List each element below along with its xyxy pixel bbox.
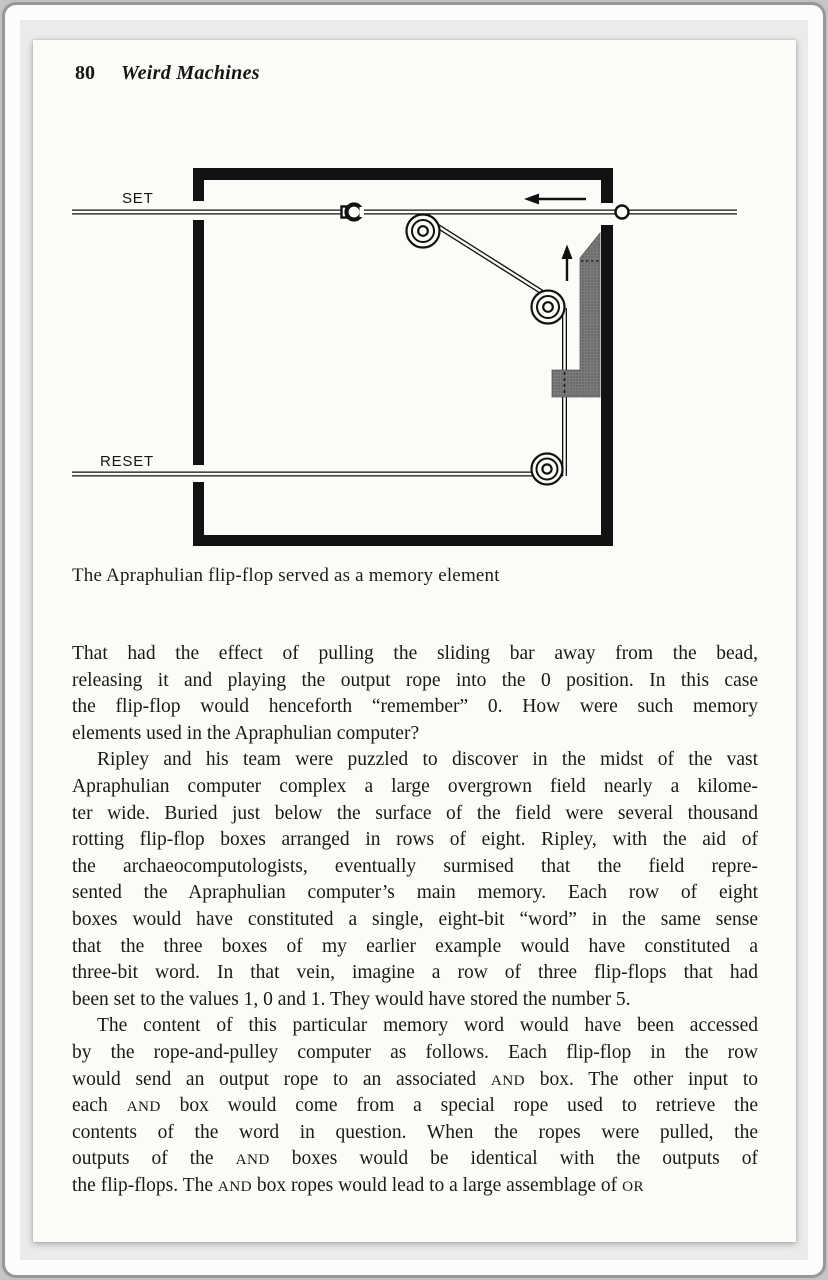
text-line: that the three boxes of my earlier example would have constituted a <box>72 935 758 957</box>
text-line: That had the effect of pulling the sliding bar away from the bead, <box>72 643 758 664</box>
page-number: 80 <box>75 62 95 84</box>
box-left-wall-middle <box>193 220 204 465</box>
text-line: Ripley and his team were puzzled to discover in the midst of the vast <box>97 749 758 771</box>
text-line: The content of this particular memory word would have been accessed <box>97 1015 758 1037</box>
text-line: by the rope-and-pulley computer as follows. Each flip-flop in the row <box>72 1041 758 1063</box>
box-bottom-wall <box>193 535 613 546</box>
text-line: ter wide. Buried just below the surface of the field were several thousand <box>72 802 758 824</box>
bottom-pulley <box>532 454 563 485</box>
flipflop-diagram <box>33 40 796 600</box>
box-right-wall-lower <box>601 225 613 546</box>
middle-pulley <box>532 291 565 324</box>
box-left-wall-upper <box>193 168 204 201</box>
left-arrow-icon <box>524 194 586 205</box>
text-line: each AND box would come from a special rope used to retrieve the <box>72 1095 758 1117</box>
box-left-wall-lower <box>193 482 204 546</box>
text-line: rotting flip-flop boxes arranged in rows of eight. Ripley, with the aid of <box>72 829 758 851</box>
text-line: elements used in the Apraphulian computer? <box>72 722 420 744</box>
text-line: boxes would have constituted a single, eight-bit “word” in the same sense <box>72 908 758 930</box>
text-line: the archaeocomputologists, eventually surmised that the field repre- <box>72 855 758 877</box>
text-line: contents of the word in question. When the ropes were pulled, the <box>72 1121 758 1143</box>
rope-ring-clasp <box>342 205 365 220</box>
text-line: would send an output rope to an associated AND box. The other input to <box>72 1068 758 1090</box>
text-line: the flip-flops. The AND box ropes would lead to a large assemblage of OR <box>72 1174 644 1196</box>
book-title: Weird Machines <box>121 62 260 84</box>
box-right-wall-upper <box>601 168 613 203</box>
text-line: the flip-flop would henceforth “remember” 0. How were such memory <box>72 696 758 718</box>
box-walls <box>193 168 613 546</box>
text-line: been set to the values 1, 0 and 1. They would have stored the number 5. <box>72 988 631 1010</box>
up-arrow-icon <box>562 245 573 282</box>
figure-caption: The Apraphulian flip-flop served as a memory element <box>72 565 500 586</box>
text-line: releasing it and playing the output rope into the 0 position. In this case <box>72 669 758 691</box>
diagonal-rope <box>431 222 545 294</box>
text-line: sented the Apraphulian computer’s main memory. Each row of eight <box>72 882 758 904</box>
rope-bead <box>616 206 629 219</box>
ring-notch <box>360 207 365 217</box>
top-pulley <box>407 215 440 248</box>
box-top-wall <box>193 168 613 180</box>
reset-rope-label: RESET <box>100 453 155 470</box>
text-line: outputs of the AND boxes would be identical with the outputs of <box>72 1148 758 1170</box>
text-line: three-bit word. In that vein, imagine a row of three flip-flops that had <box>72 962 758 984</box>
body-text <box>72 641 758 1199</box>
book-page <box>33 40 796 1242</box>
text-line: Apraphulian computer complex a large overgrown field nearly a kilome- <box>72 775 758 797</box>
set-rope-label: SET <box>122 190 154 207</box>
